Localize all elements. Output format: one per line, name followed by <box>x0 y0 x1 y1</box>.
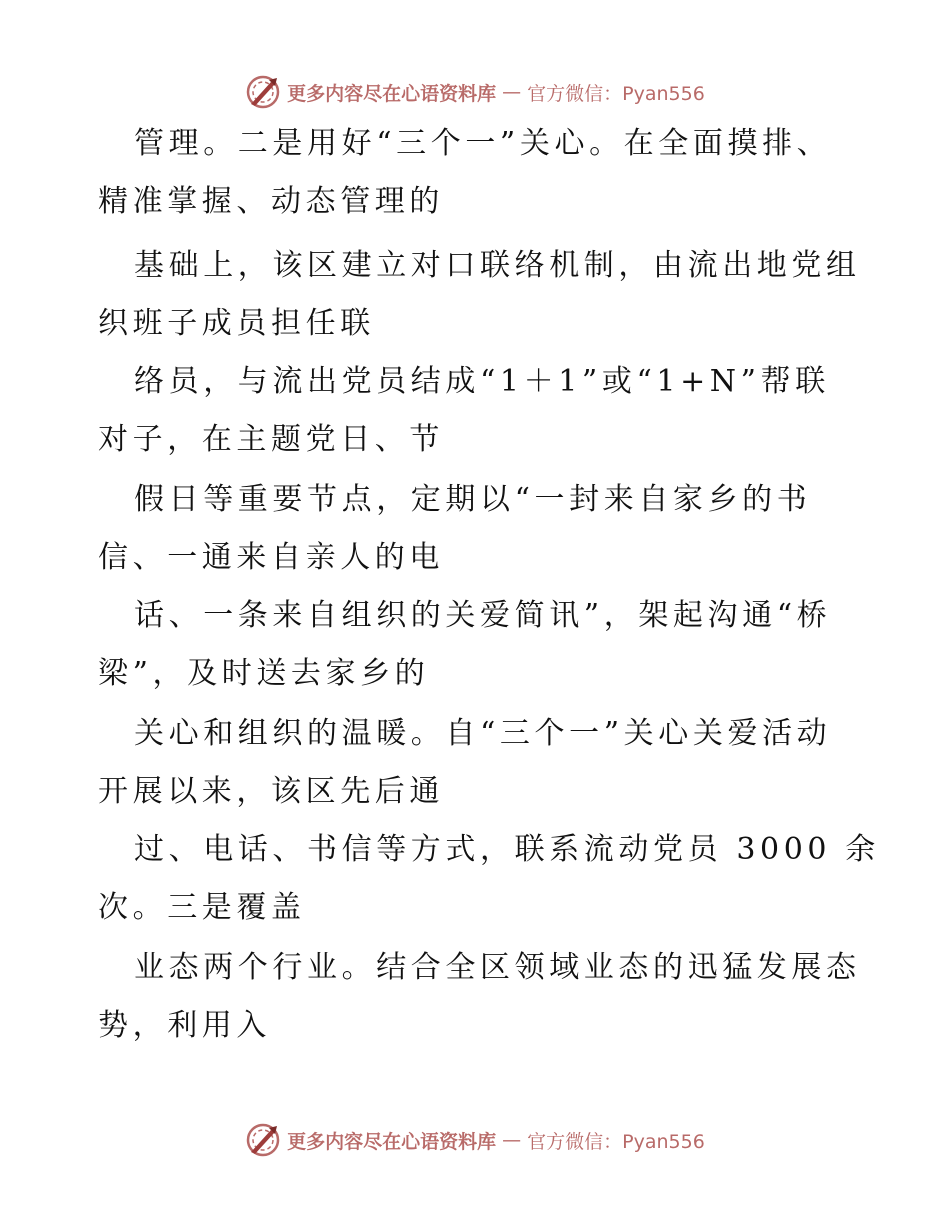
quill-pen-seal-icon <box>245 1122 281 1158</box>
text-line: 精准掌握、动态管理的 <box>98 184 444 219</box>
quill-pen-seal-icon <box>245 74 281 110</box>
text-line: 假日等重要节点，定期以“一封来自家乡的书 <box>134 482 812 517</box>
header-brand: 更多内容尽在心语资料库 <box>287 82 497 105</box>
text-line: 过、电话、书信等方式，联系流动党员 3000 余 <box>134 832 880 867</box>
text-line: 业态两个行业。结合全区领域业态的迅猛发展态 <box>134 950 861 985</box>
text-line: 关心和组织的温暖。自“三个一”关心关爱活动 <box>134 716 832 751</box>
text-line: 势，利用入 <box>98 1008 271 1043</box>
text-line: 次。三是覆盖 <box>98 890 306 925</box>
text-line: 信、一通来自亲人的电 <box>98 540 444 575</box>
footer-brand: 更多内容尽在心语资料库 <box>287 1130 497 1153</box>
footer-contact: 官方微信：Pyan556 <box>527 1130 705 1153</box>
page-header <box>0 72 950 112</box>
text-line: 话、一条来自组织的关爱简讯”，架起沟通“桥 <box>134 598 832 633</box>
page-footer <box>0 1120 950 1160</box>
header-separator: — <box>502 81 522 103</box>
text-line: 织班子成员担任联 <box>98 306 375 341</box>
text-line: 开展以来，该区先后通 <box>98 774 444 809</box>
text-line: 基础上，该区建立对口联络机制，由流出地党组 <box>134 248 861 283</box>
text-line: 梁”，及时送去家乡的 <box>98 656 430 691</box>
text-line: 管理。二是用好“三个一”关心。在全面摸排、 <box>134 126 832 161</box>
text-line: 对子，在主题党日、节 <box>98 422 444 457</box>
footer-separator: — <box>502 1129 522 1151</box>
header-contact: 官方微信：Pyan556 <box>527 82 705 105</box>
text-line: 络员，与流出党员结成“1＋1”或“1+N”帮联 <box>134 364 830 399</box>
